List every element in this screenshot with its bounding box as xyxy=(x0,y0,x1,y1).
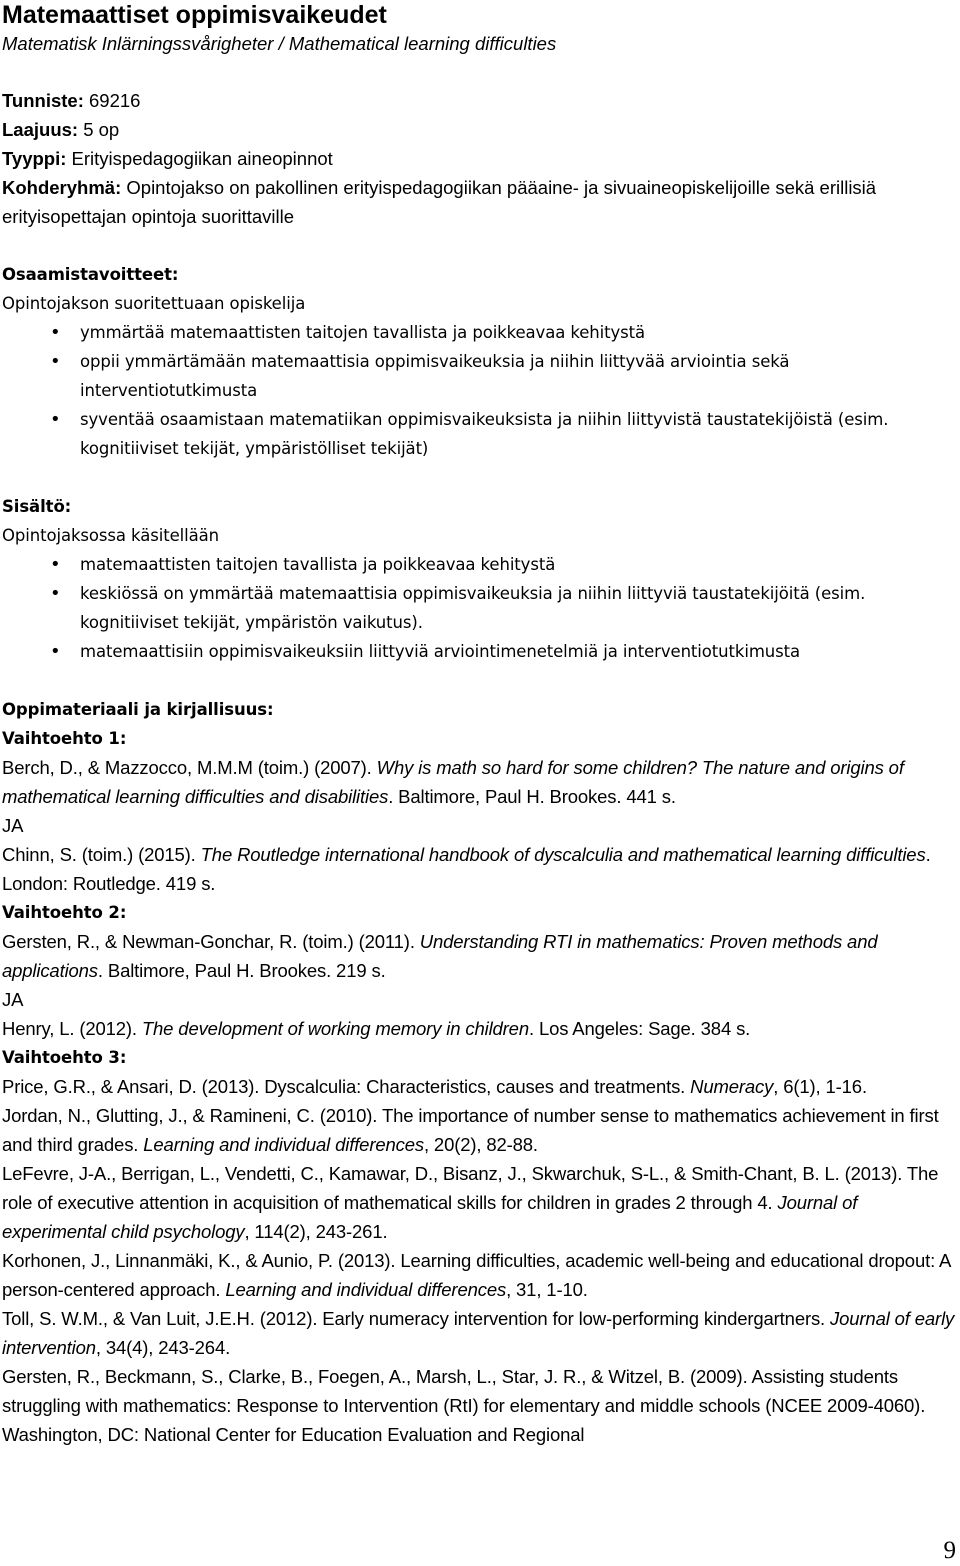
course-title: Matemaattiset oppimisvaikeudet xyxy=(2,1,387,29)
learning-outcomes-section xyxy=(2,260,956,463)
meta-id: Tunniste: 69216 xyxy=(2,90,141,111)
learning-outcomes-heading: Osaamistavoitteet: xyxy=(2,265,179,284)
reference: Berch, D., & Mazzocco, M.M.M (toim.) (2007). Why is math so hard for some children? The nature and origins of mathematical learning difficulties and disabilities. Baltimore, Paul H. Brookes. 441 s. xyxy=(2,757,904,807)
and-separator: JA xyxy=(2,989,24,1010)
course-subtitle: Matematisk Inlärningssvårigheter / Mathematical learning difficulties xyxy=(2,33,557,54)
option-2-heading: Vaihtoehto 2: xyxy=(2,903,127,922)
reference: Henry, L. (2012). The development of working memory in children. Los Angeles: Sage. 384 s. xyxy=(2,1018,751,1039)
and-separator: JA xyxy=(2,815,24,836)
document-page xyxy=(2,0,956,1449)
meta-type: Tyyppi: Erityispedagogiikan aineopinnot xyxy=(2,148,333,169)
reference: LeFevre, J-A., Berrigan, L., Vendetti, C., Kamawar, D., Bisanz, J., Skwarchuk, S-L., & Smith-Chant, B. L. (2013). The role of executive attention in acquisition of mathematical skills for children in grades 2 through 4. Journal of experimental child psychology, 114(2), 243-261. xyxy=(2,1163,939,1242)
content-heading: Sisältö: xyxy=(2,497,72,516)
reference: Price, G.R., & Ansari, D. (2013). Dyscalculia: Characteristics, causes and treatments. Numeracy, 6(1), 1-16. xyxy=(2,1076,867,1097)
meta-target-group: Kohderyhmä: Opintojakso on pakollinen erityispedagogiikan pääaine- ja sivuaineopiskelijoille sekä erillisiä erityisopettajan opintoja suorittaville xyxy=(2,177,877,227)
reference: Toll, S. W.M., & Van Luit, J.E.H. (2012). Early numeracy intervention for low-performing kindergartners. Journal of early intervention, 34(4), 243-264. xyxy=(2,1308,955,1358)
course-meta xyxy=(2,86,956,231)
reference: Gersten, R., Beckmann, S., Clarke, B., Foegen, A., Marsh, L., Star, J. R., & Witzel, B. (2009). Assisting students struggling with mathematics: Response to Intervention (RtI) for elementary and middle schools (NCEE 2009-4060). Washington, DC: National Center for Education Evaluation and Regional xyxy=(2,1366,926,1445)
meta-scope: Laajuus: 5 op xyxy=(2,119,120,140)
literature-section xyxy=(2,695,956,1449)
learning-outcomes-list xyxy=(2,318,956,463)
option-3-heading: Vaihtoehto 3: xyxy=(2,1048,127,1067)
list-item: • keskiössä on ymmärtää matemaattisia oppimisvaikeuksia ja niihin liittyviä taustatekijöitä (esim. kognitiiviset tekijät, ympäristön vaikutus). xyxy=(2,579,956,637)
reference: Gersten, R., & Newman-Gonchar, R. (toim.) (2011). Understanding RTI in mathematics: Proven methods and applications. Baltimore, Paul H. Brookes. 219 s. xyxy=(2,931,878,981)
literature-heading: Oppimateriaali ja kirjallisuus: xyxy=(2,700,274,719)
list-item: • matemaattisiin oppimisvaikeuksiin liittyviä arviointimenetelmiä ja interventiotutkimusta xyxy=(2,637,956,666)
list-item: • matemaattisten taitojen tavallista ja poikkeavaa kehitystä xyxy=(2,550,956,579)
list-item: • ymmärtää matemaattisten taitojen tavallista ja poikkeavaa kehitystä xyxy=(2,318,956,347)
content-section xyxy=(2,492,956,666)
option-1-heading: Vaihtoehto 1: xyxy=(2,729,127,748)
list-item: • oppii ymmärtämään matemaattisia oppimisvaikeuksia ja niihin liittyvää arviointia sekä interventiotutkimusta xyxy=(2,347,956,405)
content-intro: Opintojaksossa käsitellään xyxy=(2,526,219,545)
reference: Jordan, N., Glutting, J., & Ramineni, C. (2010). The importance of number sense to mathematics achievement in first and third grades. Learning and individual differences, 20(2), 82-88. xyxy=(2,1105,939,1155)
reference: Korhonen, J., Linnanmäki, K., & Aunio, P. (2013). Learning difficulties, academic well-being and educational dropout: A person-centered approach. Learning and individual differences, 31, 1-10. xyxy=(2,1250,951,1300)
reference: Chinn, S. (toim.) (2015). The Routledge international handbook of dyscalculia and mathematical learning difficulties. London: Routledge. 419 s. xyxy=(2,844,931,894)
learning-outcomes-intro: Opintojakson suoritettuaan opiskelija xyxy=(2,294,306,313)
page-number: 9 xyxy=(943,1537,956,1564)
list-item: • syventää osaamistaan matematiikan oppimisvaikeuksista ja niihin liittyvistä taustatekijöistä (esim. kognitiiviset tekijät, ympäristölliset tekijät) xyxy=(2,405,956,463)
content-list xyxy=(2,550,956,666)
